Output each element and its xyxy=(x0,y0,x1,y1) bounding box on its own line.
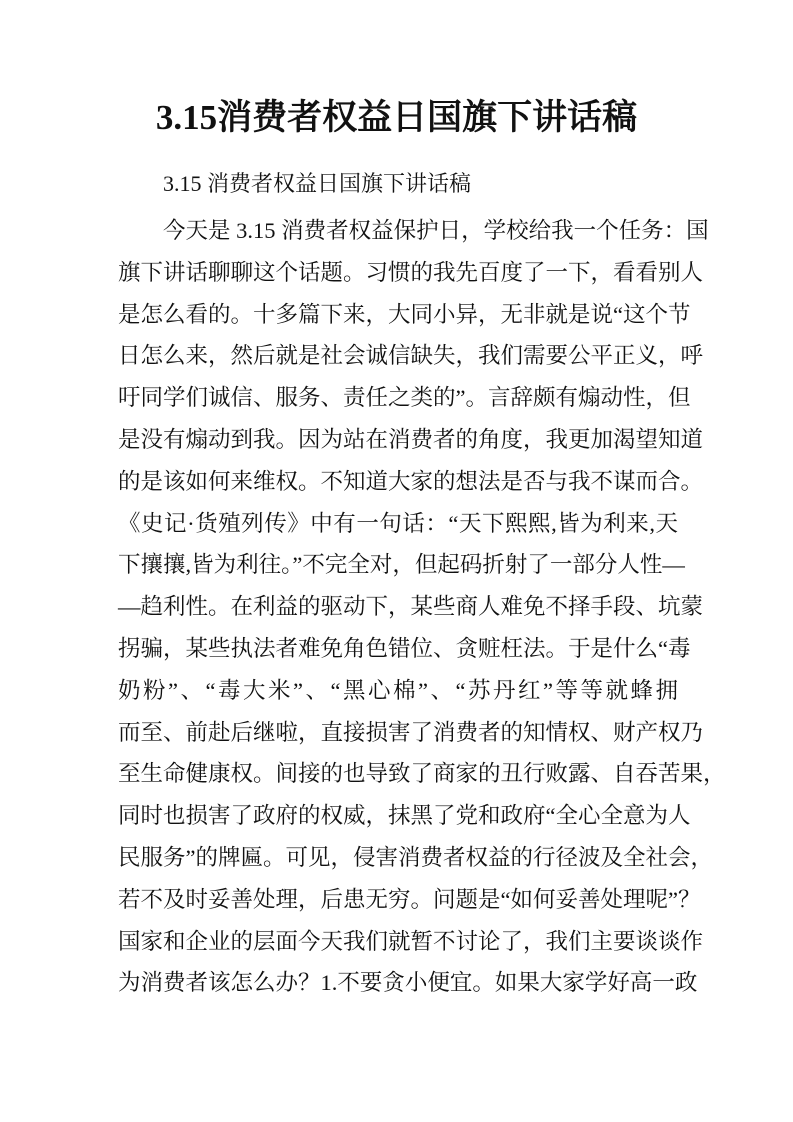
paragraph-line: 日怎么来，然后就是社会诚信缺失，我们需要公平正义，呼 xyxy=(118,343,704,369)
paragraph-line: 国家和企业的层面今天我们就暂不讨论了，我们主要谈谈作 xyxy=(118,928,704,954)
paragraph-line: 的是该如何来维权。不知道大家的想法是否与我不谋而合。 xyxy=(118,468,704,494)
paragraph-line: 奶粉”、“毒大米”、“黑心棉”、“苏丹红”等等就蜂拥 xyxy=(118,677,678,703)
document-body xyxy=(118,210,726,1004)
paragraph-line: 吁同学们诚信、服务、责任之类的”。言辞颇有煽动性，但 xyxy=(118,385,691,411)
paragraph-line: 若不及时妥善处理，后患无穷。问题是“如何妥善处理呢”？ xyxy=(118,886,701,912)
paragraph-line: 同时也损害了政府的权威，抹黑了党和政府“全心全意为人 xyxy=(118,803,691,829)
paragraph-line: 至生命健康权。间接的也导致了商家的丑行败露、自吞苦果， xyxy=(118,761,726,787)
document-title: 3.15消费者权益日国旗下讲话稿 xyxy=(155,98,638,137)
paragraph-line: 是怎么看的。十多篇下来，大同小异，无非就是说“这个节 xyxy=(118,301,691,327)
paragraph-line: 民服务”的牌匾。可见，侵害消费者权益的行径波及全社会， xyxy=(118,844,713,870)
document-subtitle: 3.15 消费者权益日国旗下讲话稿 xyxy=(163,171,472,196)
paragraph-line: 而至、前赴后继啦，直接损害了消费者的知情权、财产权乃 xyxy=(118,719,704,745)
paragraph-line: 拐骗，某些执法者难免角色错位、贪赃枉法。于是什么“毒 xyxy=(118,635,691,661)
paragraph-line: —趋利性。在利益的驱动下，某些商人难免不择手段、坑蒙 xyxy=(118,594,704,620)
paragraph-line: 下攘攘,皆为利往。”不完全对，但起码折射了一部分人性— xyxy=(118,552,685,578)
paragraph-line: 旗下讲话聊聊这个话题。习惯的我先百度了一下，看看别人 xyxy=(118,259,704,285)
paragraph-line: 《史记·货殖列传》中有一句话：“天下熙熙,皆为利来,天 xyxy=(118,510,678,536)
paragraph-line: 为消费者该怎么办？1.不要贪小便宜。如果大家学好高一政 xyxy=(118,970,698,996)
paragraph-line: 是没有煽动到我。因为站在消费者的角度，我更加渴望知道 xyxy=(118,426,704,452)
paragraph-line: 今天是 3.15 消费者权益保护日，学校给我一个任务：国 xyxy=(163,218,709,243)
